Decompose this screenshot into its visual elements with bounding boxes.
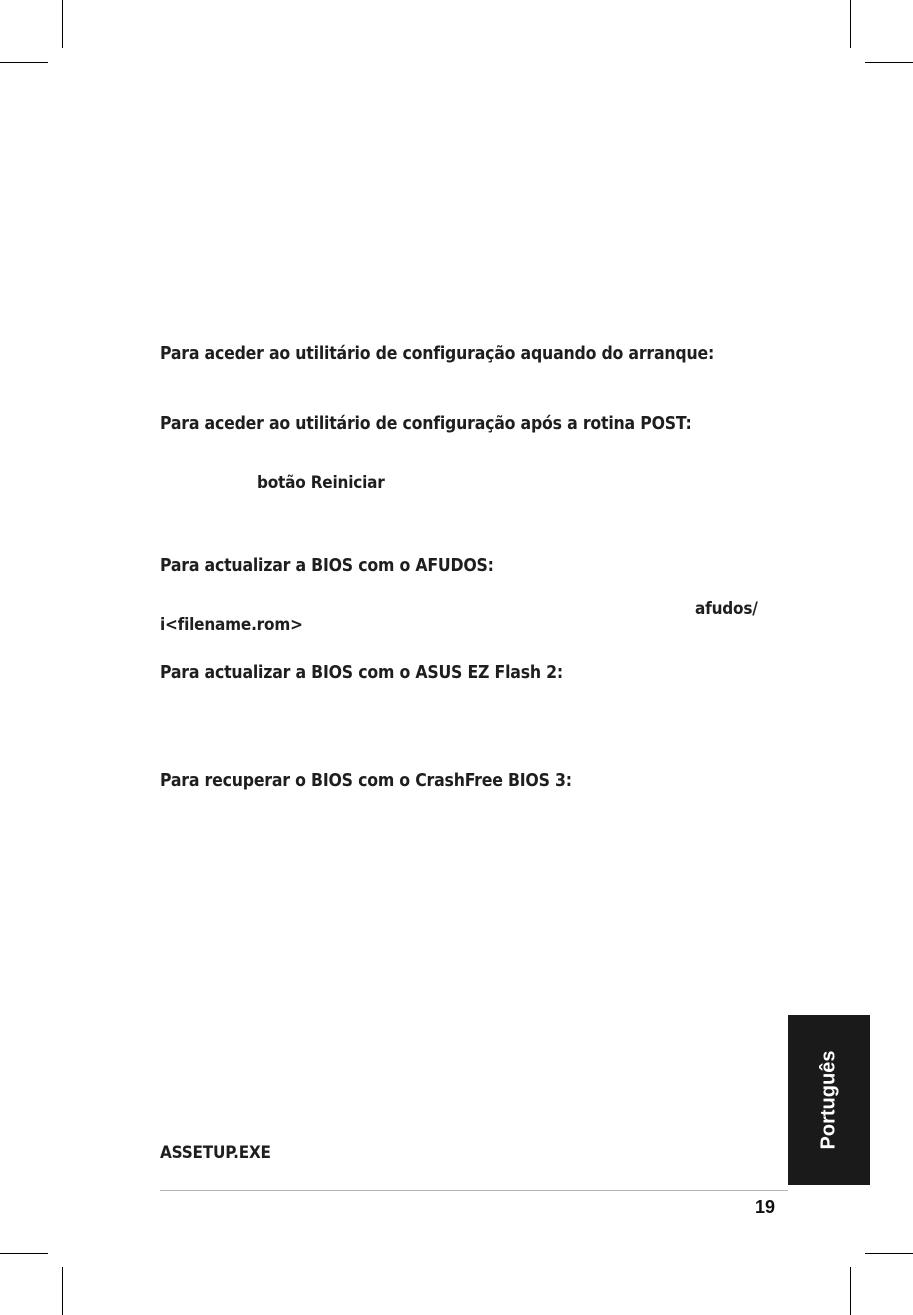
heading-setup-after-post: Para aceder ao utilitário de configuração após a rotina POST: <box>160 414 692 434</box>
assetup-filename: ASSETUP.EXE <box>160 1143 271 1163</box>
heading-update-afudos: Para actualizar a BIOS com o AFUDOS: <box>160 556 494 576</box>
crop-mark <box>865 62 913 63</box>
crop-mark <box>865 1253 913 1254</box>
crop-mark <box>850 1267 851 1315</box>
crop-mark <box>0 62 48 63</box>
page-number: 19 <box>755 1197 776 1217</box>
language-tab <box>788 1015 870 1185</box>
language-tab-label: Português <box>817 1050 840 1150</box>
crop-mark <box>0 1253 48 1254</box>
reset-button-text: botão Reiniciar <box>257 473 385 493</box>
heading-recover-crashfree: Para recuperar o BIOS com o CrashFree BIOS 3: <box>160 771 572 791</box>
afudos-command-part2: i<filename.rom> <box>160 615 303 635</box>
crop-mark <box>62 1267 63 1315</box>
heading-setup-at-boot: Para aceder ao utilitário de configuração aquando do arranque: <box>160 344 715 364</box>
crop-mark <box>62 0 63 48</box>
afudos-command-part1: afudos/ <box>695 599 758 619</box>
footer-divider <box>160 1190 788 1191</box>
heading-update-ezflash: Para actualizar a BIOS com o ASUS EZ Flash 2: <box>160 663 564 683</box>
crop-mark <box>850 0 851 48</box>
